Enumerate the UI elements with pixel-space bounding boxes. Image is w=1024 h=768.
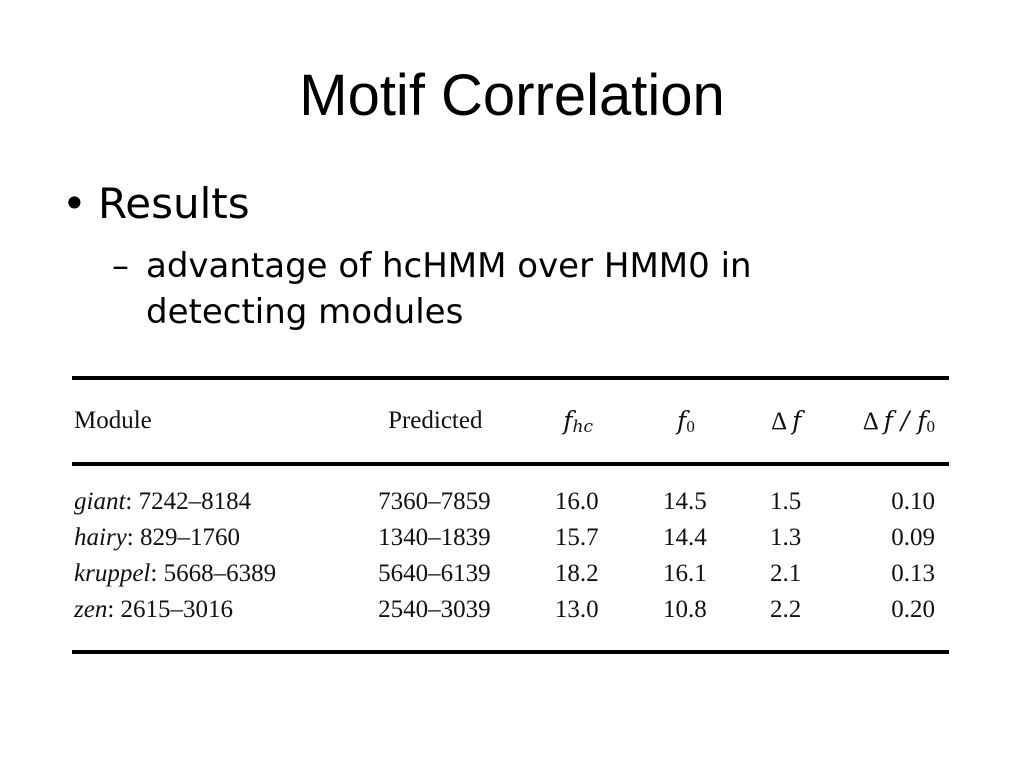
cell-predicted: 2540–3039 xyxy=(378,596,491,623)
cell-f0: 10.8 xyxy=(663,596,707,623)
cell-delta-f-ratio: 0.09 xyxy=(891,524,935,551)
cell-module xyxy=(72,556,348,592)
header-f0-symbol: f xyxy=(677,405,687,435)
table-row xyxy=(72,592,949,650)
table-row xyxy=(72,466,949,520)
sub-bullet-advantage xyxy=(112,243,852,335)
header-delta-f-ratio xyxy=(835,380,949,462)
cell-f-hc: 13.0 xyxy=(554,596,599,623)
cell-delta-f-ratio: 0.20 xyxy=(891,596,935,623)
sub-bullet-text: advantage of hcHMM over HMM0 in detecting modules xyxy=(146,246,752,332)
cell-f0: 14.4 xyxy=(663,524,707,551)
table-bottom-rule xyxy=(72,650,949,654)
cell-delta-f: 2.1 xyxy=(769,560,802,587)
cell-f-hc: 15.7 xyxy=(554,524,599,551)
cell-gene-range: : 829–1760 xyxy=(126,524,240,551)
cell-module xyxy=(72,520,348,556)
header-delta-f xyxy=(737,380,835,462)
header-f0-subscript: 0 xyxy=(686,416,695,436)
cell-delta-f: 1.5 xyxy=(769,488,802,515)
cell-f-hc: 16.0 xyxy=(554,488,599,515)
cell-gene-name: zen xyxy=(74,596,108,623)
cell-f0: 16.1 xyxy=(663,560,707,587)
cell-module xyxy=(72,592,348,650)
cell-delta-f: 1.3 xyxy=(769,524,802,551)
table-row xyxy=(72,520,949,556)
header-module: Module xyxy=(74,407,152,434)
cell-f-hc: 18.2 xyxy=(554,560,599,587)
header-f0 xyxy=(635,380,738,462)
cell-delta-f-ratio: 0.10 xyxy=(891,488,935,515)
header-ratio-var: f / f xyxy=(883,405,927,435)
table-header-row xyxy=(72,380,949,462)
header-ratio-delta: Δ xyxy=(862,407,878,435)
sub-bullet-marker: – xyxy=(112,246,129,286)
cell-predicted: 5640–6139 xyxy=(378,560,491,587)
bullet-results xyxy=(62,178,250,230)
cell-delta-f-ratio: 0.13 xyxy=(891,560,935,587)
header-delta-f-delta: Δ xyxy=(771,408,786,435)
header-f-hc-subscript: hc xyxy=(572,416,594,437)
header-f-hc xyxy=(522,380,635,462)
header-delta-f-var: f xyxy=(792,406,802,435)
table-row xyxy=(72,556,949,592)
bullet-results-text: Results xyxy=(98,179,250,228)
header-predicted: Predicted xyxy=(388,407,483,434)
results-table xyxy=(72,376,949,654)
cell-module xyxy=(72,466,348,520)
cell-gene-name: hairy xyxy=(74,524,127,551)
cell-gene-range: : 5668–6389 xyxy=(150,560,277,587)
bullet-marker: • xyxy=(62,179,87,228)
slide-title: Motif Correlation xyxy=(299,63,725,128)
cell-gene-name: giant xyxy=(74,488,126,515)
cell-predicted: 7360–7859 xyxy=(378,488,491,515)
cell-delta-f: 2.2 xyxy=(769,596,802,623)
header-ratio-subscript: 0 xyxy=(926,416,935,436)
header-f-hc-symbol: f xyxy=(563,405,573,435)
cell-gene-range: : 2615–3016 xyxy=(107,596,234,623)
cell-gene-name: kruppel xyxy=(74,560,151,587)
cell-gene-range: : 7242–8184 xyxy=(125,488,252,515)
cell-f0: 14.5 xyxy=(663,488,707,515)
cell-predicted: 1340–1839 xyxy=(378,524,491,551)
